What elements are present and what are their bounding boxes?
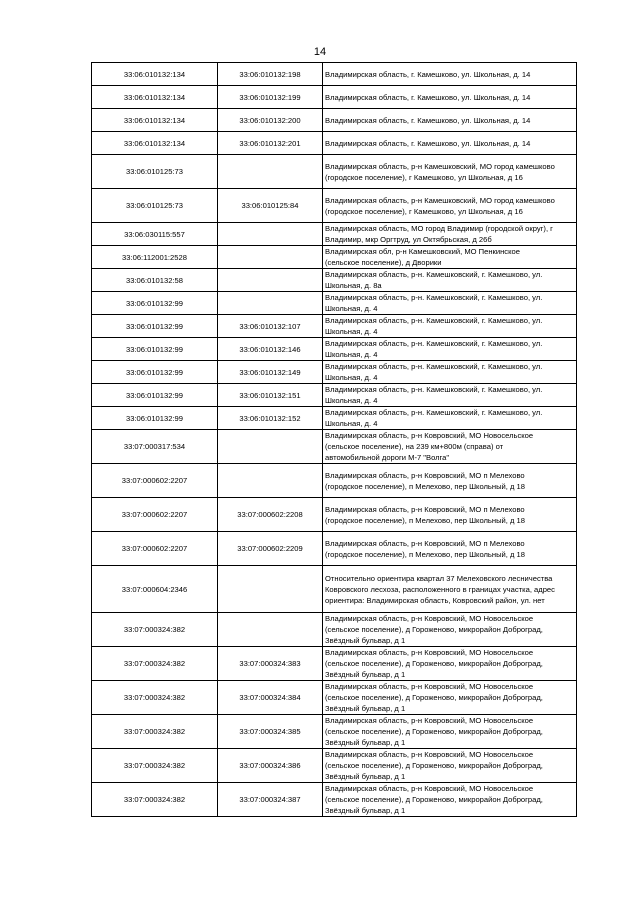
table-row bbox=[92, 681, 577, 715]
sub-cadastral-number-cell: 33:06:010132:151 bbox=[218, 384, 323, 407]
table-row bbox=[92, 223, 577, 246]
sub-cadastral-number-cell bbox=[218, 613, 323, 647]
sub-cadastral-number-cell bbox=[218, 223, 323, 246]
cadastral-number-cell: 33:07:000317:534 bbox=[92, 430, 218, 464]
cadastral-number-cell: 33:06:010125:73 bbox=[92, 189, 218, 223]
address-cell: Владимирская область, р-н. Камешковский, г. Камешково, ул. Школьная, д. 4 bbox=[323, 338, 577, 361]
address-cell: Владимирская область, р-н Камешковский, МО город камешково (городское поселение), г Камешково, ул Школьная, д 16 bbox=[323, 155, 577, 189]
address-cell: Владимирская область, р-н. Камешковский, г. Камешково, ул. Школьная, д. 4 bbox=[323, 384, 577, 407]
cadastral-number-cell: 33:07:000324:382 bbox=[92, 613, 218, 647]
cadastral-number-cell: 33:07:000324:382 bbox=[92, 715, 218, 749]
cadastral-number-cell: 33:07:000324:382 bbox=[92, 647, 218, 681]
sub-cadastral-number-cell: 33:07:000324:386 bbox=[218, 749, 323, 783]
cadastral-number-cell: 33:06:010132:99 bbox=[92, 292, 218, 315]
table-row bbox=[92, 189, 577, 223]
sub-cadastral-number-cell: 33:06:010132:146 bbox=[218, 338, 323, 361]
address-cell: Владимирская область, р-н Ковровский, МО п Мелехово (городское поселение), п Мелехово, пер Школьный, д 18 bbox=[323, 498, 577, 532]
sub-cadastral-number-cell: 33:07:000324:383 bbox=[218, 647, 323, 681]
cadastral-number-cell: 33:06:010132:99 bbox=[92, 315, 218, 338]
address-cell: Владимирская область, р-н Ковровский, МО Новосельское (сельское поселение), на 239 км+800м (справа) от автомобильной дороги М-7 "Волга" bbox=[323, 430, 577, 464]
cadastral-number-cell: 33:06:010132:99 bbox=[92, 384, 218, 407]
cadastral-number-cell: 33:06:010132:99 bbox=[92, 361, 218, 384]
table-row bbox=[92, 407, 577, 430]
table-row bbox=[92, 292, 577, 315]
cadastral-number-cell: 33:07:000602:2207 bbox=[92, 532, 218, 566]
cadastral-number-cell: 33:07:000324:382 bbox=[92, 681, 218, 715]
address-cell: Владимирская область, р-н Ковровский, МО Новосельское (сельское поселение), д Гороженово, микрорайон Доброград, Звёздный бульвар, д 1 bbox=[323, 647, 577, 681]
sub-cadastral-number-cell: 33:07:000324:385 bbox=[218, 715, 323, 749]
cadastral-number-cell: 33:07:000324:382 bbox=[92, 749, 218, 783]
table-row bbox=[92, 86, 577, 109]
address-cell: Владимирская область, р-н Ковровский, МО Новосельское (сельское поселение), д Гороженово, микрорайон Доброград, Звёздный бульвар, д 1 bbox=[323, 783, 577, 817]
sub-cadastral-number-cell bbox=[218, 566, 323, 613]
sub-cadastral-number-cell bbox=[218, 430, 323, 464]
sub-cadastral-number-cell: 33:06:010132:201 bbox=[218, 132, 323, 155]
table-row bbox=[92, 63, 577, 86]
address-cell: Владимирская область, р-н Ковровский, МО Новосельское (сельское поселение), д Гороженово, микрорайон Доброград, Звёздный бульвар, д 1 bbox=[323, 681, 577, 715]
cadastral-number-cell: 33:06:112001:2528 bbox=[92, 246, 218, 269]
address-cell: Владимирская область, г. Камешково, ул. Школьная, д. 14 bbox=[323, 63, 577, 86]
sub-cadastral-number-cell: 33:06:010132:152 bbox=[218, 407, 323, 430]
sub-cadastral-number-cell bbox=[218, 246, 323, 269]
cadastral-number-cell: 33:07:000602:2207 bbox=[92, 498, 218, 532]
cadastral-number-cell: 33:06:010132:134 bbox=[92, 63, 218, 86]
sub-cadastral-number-cell: 33:06:010132:200 bbox=[218, 109, 323, 132]
table-body bbox=[92, 63, 577, 817]
page-number: 14 bbox=[313, 46, 327, 58]
address-cell: Владимирская область, р-н. Камешковский, г. Камешково, ул. Школьная, д. 8а bbox=[323, 269, 577, 292]
address-cell: Владимирская область, г. Камешково, ул. Школьная, д. 14 bbox=[323, 109, 577, 132]
cadastral-number-cell: 33:06:010125:73 bbox=[92, 155, 218, 189]
address-cell: Владимирская область, р-н. Камешковский, г. Камешково, ул. Школьная, д. 4 bbox=[323, 292, 577, 315]
address-cell: Владимирская область, р-н Ковровский, МО Новосельское (сельское поселение), д Гороженово, микрорайон Доброград, Звёздный бульвар, д 1 bbox=[323, 715, 577, 749]
sub-cadastral-number-cell: 33:07:000602:2208 bbox=[218, 498, 323, 532]
cadastral-number-cell: 33:07:000602:2207 bbox=[92, 464, 218, 498]
address-cell: Владимирская область, р-н Ковровский, МО п Мелехово (городское поселение), п Мелехово, пер Школьный, д 18 bbox=[323, 532, 577, 566]
cadastral-number-cell: 33:06:010132:134 bbox=[92, 86, 218, 109]
table-row bbox=[92, 532, 577, 566]
sub-cadastral-number-cell: 33:06:010125:84 bbox=[218, 189, 323, 223]
sub-cadastral-number-cell bbox=[218, 155, 323, 189]
address-cell: Владимирская область, р-н Ковровский, МО п Мелехово (городское поселение), п Мелехово, пер Школьный, д 18 bbox=[323, 464, 577, 498]
cadastral-number-cell: 33:07:000604:2346 bbox=[92, 566, 218, 613]
table-row bbox=[92, 315, 577, 338]
sub-cadastral-number-cell: 33:06:010132:198 bbox=[218, 63, 323, 86]
cadastral-number-cell: 33:06:010132:58 bbox=[92, 269, 218, 292]
table-row bbox=[92, 338, 577, 361]
address-cell: Владимирская область, г. Камешково, ул. Школьная, д. 14 bbox=[323, 132, 577, 155]
cadastral-number-cell: 33:06:030115:557 bbox=[92, 223, 218, 246]
cadastral-number-cell: 33:06:010132:99 bbox=[92, 338, 218, 361]
address-cell: Владимирская область, р-н Камешковский, МО город камешково (городское поселение), г Камешково, ул Школьная, д 16 bbox=[323, 189, 577, 223]
table-row bbox=[92, 498, 577, 532]
sub-cadastral-number-cell bbox=[218, 269, 323, 292]
table-row bbox=[92, 715, 577, 749]
address-cell: Относительно ориентира квартал 37 Мелеховского лесничества Ковровского лесхоза, расположенного в границах участка, адрес ориентира: Владимирская область, Ковровский район, ул. нет bbox=[323, 566, 577, 613]
table-row bbox=[92, 647, 577, 681]
table-row bbox=[92, 361, 577, 384]
address-cell: Владимирская область, р-н. Камешковский, г. Камешково, ул. Школьная, д. 4 bbox=[323, 361, 577, 384]
table-row bbox=[92, 109, 577, 132]
address-cell: Владимирская область, МО город Владимир (городской округ), г Владимир, мкр Оргтруд, ул Октябрьская, д 26б bbox=[323, 223, 577, 246]
address-cell: Владимирская область, г. Камешково, ул. Школьная, д. 14 bbox=[323, 86, 577, 109]
sub-cadastral-number-cell: 33:07:000324:384 bbox=[218, 681, 323, 715]
table-row bbox=[92, 155, 577, 189]
table-row bbox=[92, 132, 577, 155]
table-row bbox=[92, 613, 577, 647]
table-row bbox=[92, 464, 577, 498]
address-cell: Владимирская область, р-н Ковровский, МО Новосельское (сельское поселение), д Гороженово, микрорайон Доброград, Звёздный бульвар, д 1 bbox=[323, 613, 577, 647]
sub-cadastral-number-cell bbox=[218, 292, 323, 315]
table-row bbox=[92, 246, 577, 269]
sub-cadastral-number-cell: 33:06:010132:199 bbox=[218, 86, 323, 109]
sub-cadastral-number-cell: 33:07:000324:387 bbox=[218, 783, 323, 817]
table-row bbox=[92, 783, 577, 817]
address-cell: Владимирская область, р-н Ковровский, МО Новосельское (сельское поселение), д Гороженово, микрорайон Доброград, Звёздный бульвар, д 1 bbox=[323, 749, 577, 783]
parcel-registry-table bbox=[91, 62, 577, 817]
cadastral-number-cell: 33:06:010132:99 bbox=[92, 407, 218, 430]
table-row bbox=[92, 430, 577, 464]
table-row bbox=[92, 269, 577, 292]
sub-cadastral-number-cell: 33:07:000602:2209 bbox=[218, 532, 323, 566]
address-cell: Владимирская область, р-н. Камешковский, г. Камешково, ул. Школьная, д. 4 bbox=[323, 315, 577, 338]
sub-cadastral-number-cell bbox=[218, 464, 323, 498]
address-cell: Владимирская обл, р-н Камешковский, МО Пенкинское (сельское поселение), д Дворики bbox=[323, 246, 577, 269]
table-row bbox=[92, 566, 577, 613]
cadastral-number-cell: 33:07:000324:382 bbox=[92, 783, 218, 817]
cadastral-number-cell: 33:06:010132:134 bbox=[92, 109, 218, 132]
sub-cadastral-number-cell: 33:06:010132:149 bbox=[218, 361, 323, 384]
table-row bbox=[92, 749, 577, 783]
address-cell: Владимирская область, р-н. Камешковский, г. Камешково, ул. Школьная, д. 4 bbox=[323, 407, 577, 430]
cadastral-number-cell: 33:06:010132:134 bbox=[92, 132, 218, 155]
sub-cadastral-number-cell: 33:06:010132:107 bbox=[218, 315, 323, 338]
table-row bbox=[92, 384, 577, 407]
